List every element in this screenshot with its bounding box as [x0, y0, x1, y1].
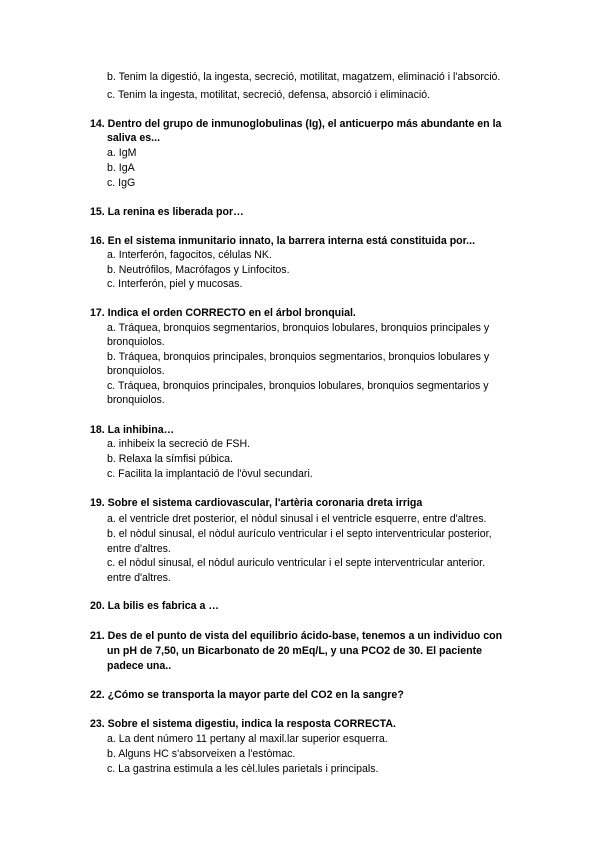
question-18-stem: 18. La inhibina…	[90, 424, 175, 436]
question-21-stem: 21. Des de el punto de vista del equilibrio ácido-base, tenemos a un individuo con	[90, 630, 503, 642]
question-21-stem-cont2: padece una..	[107, 660, 172, 672]
question-17-stem: 17. Indica el orden CORRECTO en el árbol bronquial.	[90, 307, 356, 319]
option-b: b. Relaxa la símfisi púbica.	[107, 453, 234, 465]
option-b: b. el nòdul sinusal, el nòdul aurículo ventricular i el septo interventricular posterior,	[107, 528, 492, 540]
option-a-cont: bronquiolos.	[107, 336, 165, 348]
option-c-cont: bronquiolos.	[107, 394, 165, 406]
option-b: b. Neutrófilos, Macrófagos y Linfocitos.	[107, 264, 290, 276]
question-23-stem: 23. Sobre el sistema digestiu, indica la resposta CORRECTA.	[90, 718, 396, 730]
option-c: c. IgG	[107, 177, 136, 189]
option-c: c. Tráquea, bronquios principales, bronquios lobulares, bronquios segmentarios y	[107, 380, 489, 392]
option-b: b. IgA	[107, 162, 135, 174]
question-15-stem: 15. La renina es liberada por…	[90, 206, 244, 218]
question-21-stem-cont: un pH de 7,50, un Bicarbonato de 20 mEq/L, y una PCO2 de 30. El paciente	[107, 645, 482, 657]
option-b: b. Tráquea, bronquios principales, bronquios segmentarios, bronquios lobulares y	[107, 351, 490, 363]
option-c: c. el nòdul sinusal, el nòdul auriculo ventricular i el septe interventricular anterior.	[107, 557, 486, 569]
option-a: a. inhibeix la secreció de FSH.	[107, 438, 251, 450]
question-20-stem: 20. La bilis es fabrica a …	[90, 600, 219, 612]
option-c: c. Facilita la implantació de l'òvul secundari.	[107, 468, 313, 480]
question-14-stem: 14. Dentro del grupo de inmunoglobulinas (Ig), el anticuerpo más abundante en la	[90, 118, 502, 130]
option-b: b. Tenim la digestió, la ingesta, secreció, motilitat, magatzem, eliminació i l'absorció.	[107, 71, 501, 83]
question-16-stem: 16. En el sistema inmunitario innato, la barrera interna está constituida por...	[90, 235, 476, 247]
option-c-cont: entre d'altres.	[107, 572, 171, 584]
option-c: c. Interferón, piel y mucosas.	[107, 278, 243, 290]
option-c: c. La gastrina estimula a les cèl.lules parietals i principals.	[107, 763, 379, 775]
option-a: a. IgM	[107, 147, 137, 159]
option-c: c. Tenim la ingesta, motilitat, secreció, defensa, absorció i eliminació.	[107, 89, 431, 101]
option-a: a. Interferón, fagocitos, células NK.	[107, 249, 272, 261]
option-a: a. La dent número 11 pertany al maxil.lar superior esquerra.	[107, 733, 388, 745]
option-b-cont: bronquiolos.	[107, 365, 165, 377]
question-14-stem-cont: saliva es...	[107, 132, 161, 144]
question-22-stem: 22. ¿Cómo se transporta la mayor parte del CO2 en la sangre?	[90, 689, 404, 701]
option-b: b. Alguns HC s'absorveixen a l'estòmac.	[107, 748, 296, 760]
question-19-stem: 19. Sobre el sistema cardiovascular, l'artèria coronaria dreta irriga	[90, 497, 423, 509]
option-a: a. Tráquea, bronquios segmentarios, bronquios lobulares, bronquios principales y	[107, 322, 490, 334]
option-b-cont: entre d'altres.	[107, 543, 171, 555]
option-a: a. el ventricle dret posterior, el nòdul sinusal i el ventricle esquerre, entre d'altres.	[107, 513, 487, 525]
